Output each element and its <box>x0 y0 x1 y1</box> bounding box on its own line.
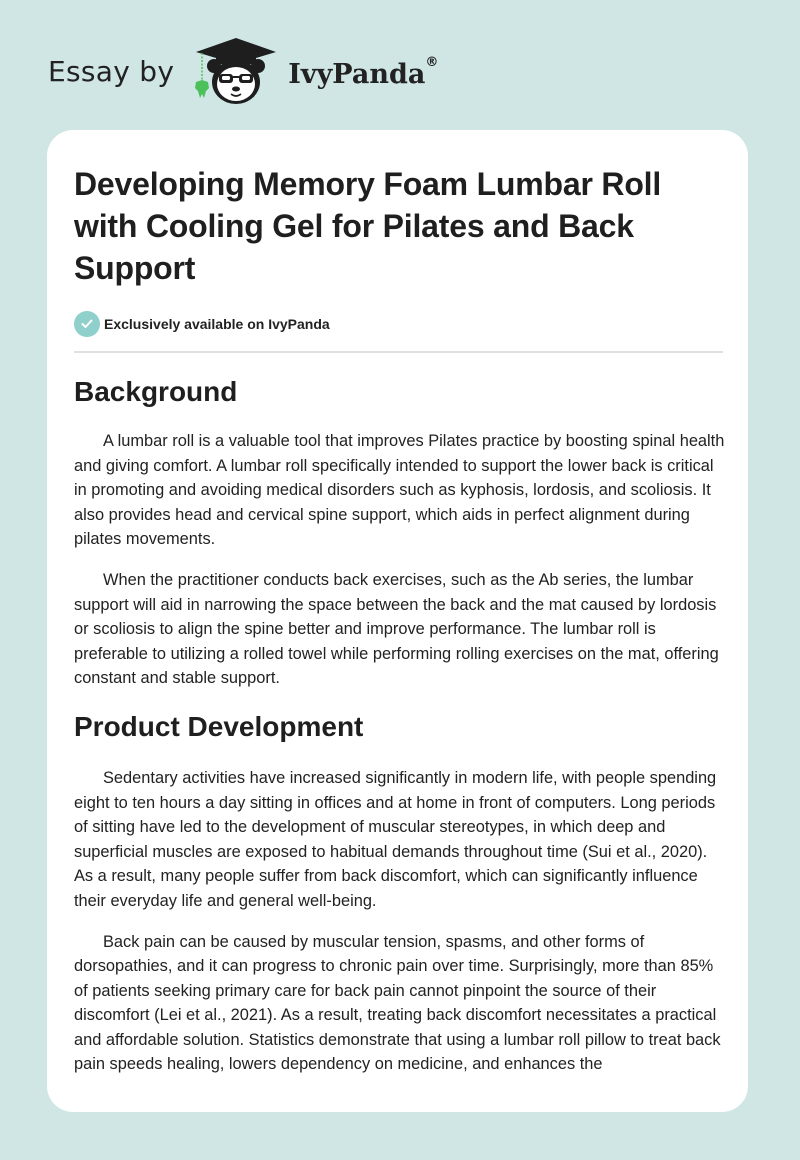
exclusive-label: Exclusively available on IvyPanda <box>104 316 330 332</box>
paragraph: When the practitioner conducts back exercises, such as the Ab series, the lumbar support will aid in narrowing the space between the back and the mat caused by lordosis or scoliosis to align the spine better and improve performance. The lumbar roll is preferable to utilizing a rolled towel while performing rolling exercises on the mat, offering constant and stable support. <box>74 570 719 688</box>
paragraph: Back pain can be caused by muscular tension, spasms, and other forms of dorsopathies, and it can progress to chronic pain over time. Surprisingly, more than 85% of patients seeking primary care for back pain cannot pinpoint the source of their discomfort (Lei et al., 2021). As a result, treating back discomfort necessitates a practical and affordable solution. Statistics demonstrate that using a lumbar roll pillow to treat back pain speeds healing, lowers dependency on medicine, and enhances the <box>74 932 721 1074</box>
site-header <box>48 36 438 108</box>
paragraph: Sedentary activities have increased significantly in modern life, with people spending eight to ten hours a day sitting in offices and at home in front of computers. Long periods of sitting have led to the development of muscular stereotypes, in which deep and superficial muscles are exposed to habitual demands throughout time (Sui et al., 2020). As a result, many people suffer from back discomfort, which can significantly influence their everyday life and general well-being. <box>74 768 717 910</box>
essay-card <box>47 130 748 1112</box>
essay-title: Developing Memory Foam Lumbar Roll with Cooling Gel for Pilates and Back Support <box>74 166 662 286</box>
section-product-development <box>74 710 722 1077</box>
divider <box>74 351 723 353</box>
registered-mark: ® <box>425 54 439 70</box>
essay-by-label: Essay by <box>48 54 175 88</box>
exclusive-badge <box>74 311 722 337</box>
brand-name[interactable] <box>288 54 439 90</box>
panda-graduate-logo-icon[interactable] <box>192 36 280 108</box>
section-heading-product-development: Product Development <box>74 710 364 742</box>
brand-name-text: IvyPanda <box>288 58 426 90</box>
paragraph: A lumbar roll is a valuable tool that improves Pilates practice by boosting spinal health and giving comfort. A lumbar roll specifically intended to support the lower back is critical in promoting and avoiding medical disorders such as kyphosis, lordosis, and scoliosis. It also provides head and cervical spine support, which aids in perfect alignment during pilates movements. <box>74 432 725 549</box>
section-background <box>74 375 725 691</box>
section-heading-background: Background <box>74 376 238 407</box>
check-circle-icon <box>74 311 100 337</box>
